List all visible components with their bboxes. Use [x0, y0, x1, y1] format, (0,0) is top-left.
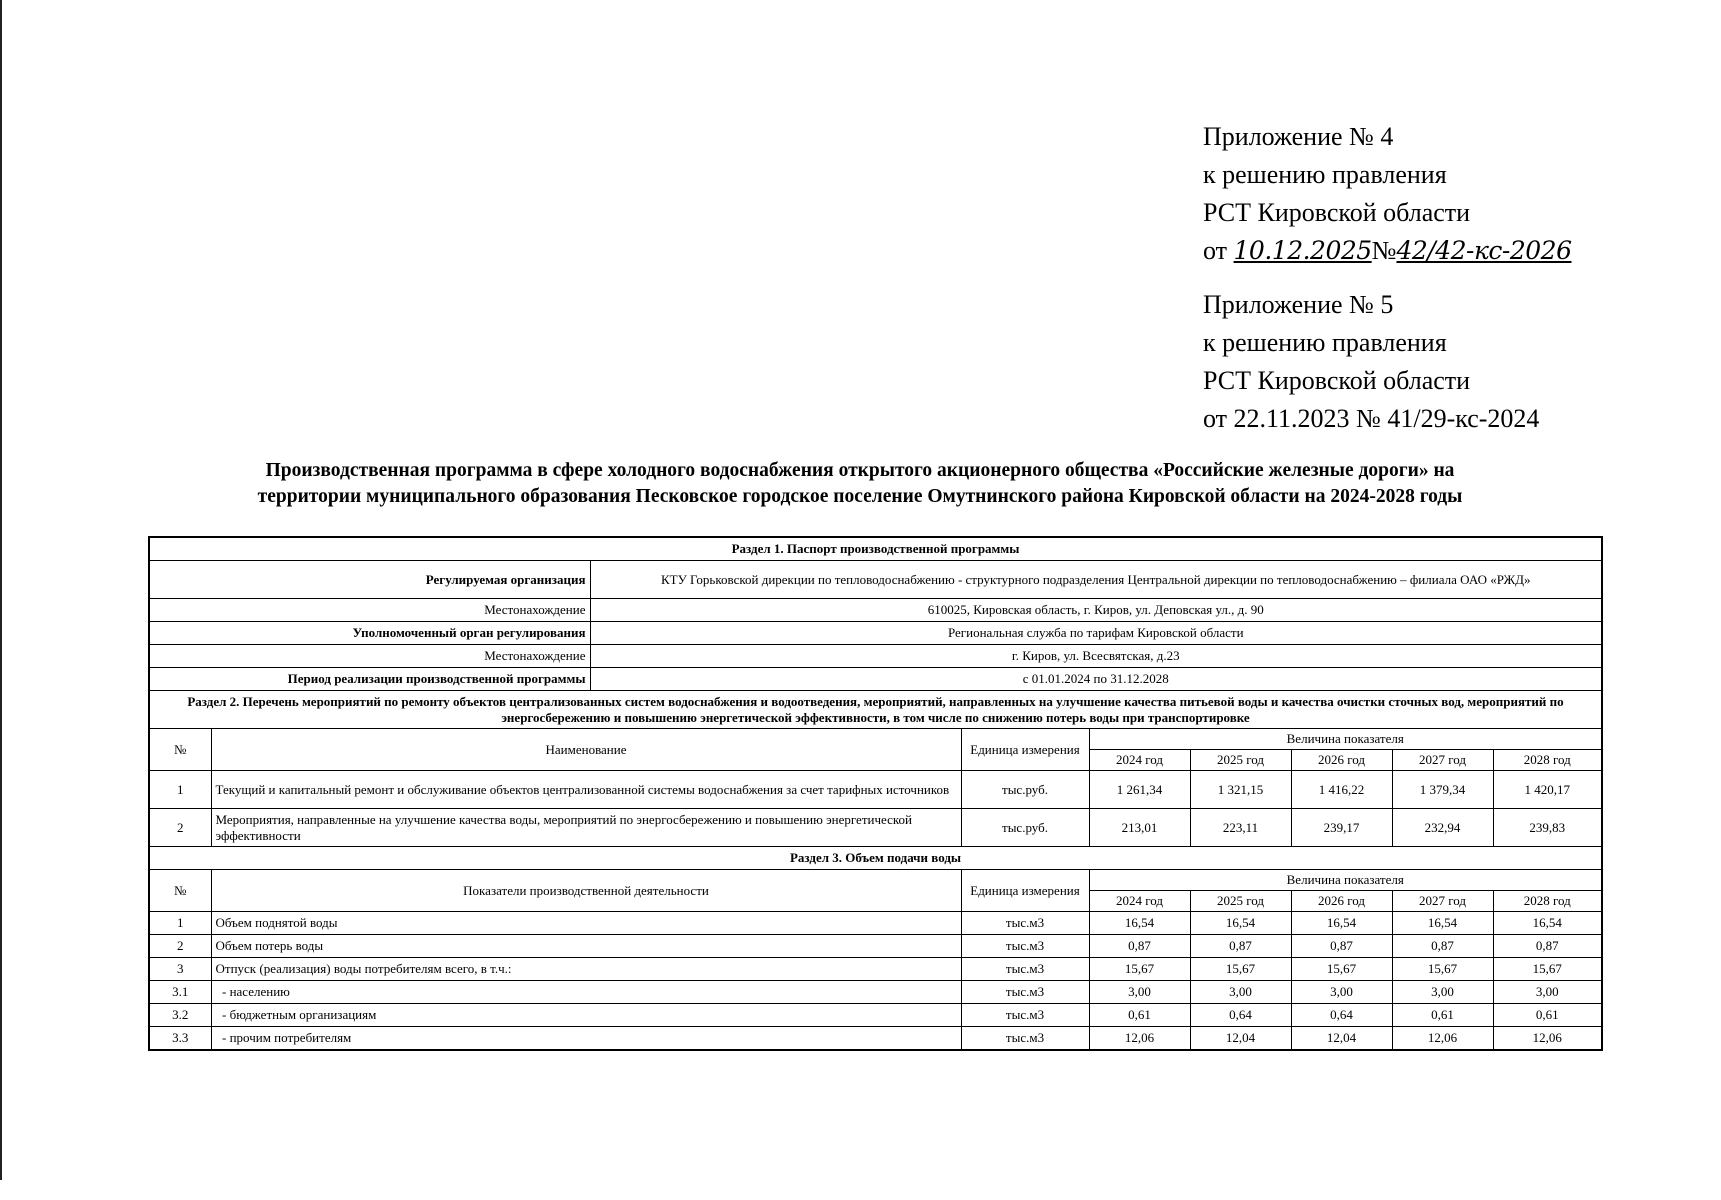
- row-value: 16,54: [1392, 912, 1493, 935]
- row-number: 3.2: [149, 1004, 211, 1027]
- row-number: 3.3: [149, 1027, 211, 1051]
- appendix-5-line3: РСТ Кировской области: [1203, 366, 1471, 395]
- passport-label: Регулируемая организация: [149, 561, 590, 599]
- row-value: 1 420,17: [1493, 771, 1602, 809]
- passport-label: Уполномоченный орган регулирования: [149, 622, 590, 645]
- row-unit: тыс.м3: [961, 1004, 1089, 1027]
- passport-label: Местонахождение: [149, 599, 590, 622]
- row-value: 3,00: [1089, 981, 1190, 1004]
- row-unit: тыс.м3: [961, 981, 1089, 1004]
- row-value: 0,87: [1392, 935, 1493, 958]
- document-title-line2: территории муниципального образования Песковское городское поселение Омутнинского района Кировской области на 2024-2028 годы: [257, 486, 1463, 507]
- row-number: 1: [149, 912, 211, 935]
- row-value: 0,87: [1291, 935, 1392, 958]
- appendix-5-block: [1203, 286, 1539, 438]
- appendix-5-line2: к решению правления: [1203, 328, 1447, 357]
- passport-row: [149, 622, 1602, 645]
- col-name-header: Показатели производственной деятельности: [211, 870, 961, 912]
- appendix-4-block: [1203, 118, 1571, 270]
- col-unit-header: Единица измерения: [961, 729, 1089, 771]
- col-value-header: Величина показателя: [1089, 729, 1602, 750]
- row-number: 3: [149, 958, 211, 981]
- row-value: 15,67: [1493, 958, 1602, 981]
- col-name-header: Наименование: [211, 729, 961, 771]
- row-value: 15,67: [1190, 958, 1291, 981]
- appendix-4-line4: [1203, 232, 1571, 270]
- passport-value: КТУ Горьковской дирекции по тепловодоснабжению - структурного подразделения Центральной дирекции по тепловодоснабжению – филиала ОАО «РЖД»: [590, 561, 1602, 599]
- col-number-header: №: [149, 870, 211, 912]
- row-value: 3,00: [1291, 981, 1392, 1004]
- date-prefix: от: [1203, 236, 1234, 265]
- row-value: 15,67: [1291, 958, 1392, 981]
- handwritten-number: 42/42-кс-2026: [1396, 236, 1572, 265]
- row-unit: тыс.руб.: [961, 809, 1089, 847]
- row-value: 1 379,34: [1392, 771, 1493, 809]
- year-header: 2028 год: [1493, 750, 1602, 771]
- row-value: 12,04: [1291, 1027, 1392, 1051]
- col-number-header: №: [149, 729, 211, 771]
- appendix-4-line1: Приложение № 4: [1203, 122, 1394, 151]
- row-number: 2: [149, 935, 211, 958]
- row-value: 0,64: [1190, 1004, 1291, 1027]
- row-name: Мероприятия, направленные на улучшение качества воды, мероприятий по энергосбережению и повышению энергетической эффективности: [211, 809, 961, 847]
- section2-header: Раздел 2. Перечень мероприятий по ремонту объектов централизованных систем водоснабжения и водоотведения, мероприятий, направленных на улучшение качества питьевой воды и качества очистки сточных вод, мероприятий по энергосбережению и повышению энергетической эффективности, в том числе по снижению потерь воды при транспортировке: [149, 691, 1602, 729]
- passport-label: Период реализации производственной программы: [149, 668, 590, 691]
- row-value: 12,04: [1190, 1027, 1291, 1051]
- row-value: 0,87: [1190, 935, 1291, 958]
- number-sign: №: [1371, 236, 1397, 265]
- row-value: 0,87: [1493, 935, 1602, 958]
- row-name: Отпуск (реализация) воды потребителям всего, в т.ч.:: [211, 958, 961, 981]
- row-name: - бюджетным организациям: [211, 1004, 961, 1027]
- row-value: 3,00: [1493, 981, 1602, 1004]
- row-number: 2: [149, 809, 211, 847]
- passport-row: [149, 645, 1602, 668]
- year-header: 2027 год: [1392, 750, 1493, 771]
- passport-row: [149, 561, 1602, 599]
- program-table: [148, 536, 1603, 1051]
- table-row: [149, 1027, 1602, 1051]
- row-value: 3,00: [1190, 981, 1291, 1004]
- row-value: 16,54: [1089, 912, 1190, 935]
- row-value: 1 261,34: [1089, 771, 1190, 809]
- row-value: 15,67: [1392, 958, 1493, 981]
- row-value: 1 416,22: [1291, 771, 1392, 809]
- row-name: - населению: [211, 981, 961, 1004]
- col-value-header: Величина показателя: [1089, 870, 1602, 891]
- row-number: 3.1: [149, 981, 211, 1004]
- passport-value: г. Киров, ул. Всесвятская, д.23: [590, 645, 1602, 668]
- year-header: 2026 год: [1291, 891, 1392, 912]
- table-row: [149, 771, 1602, 809]
- row-value: 16,54: [1493, 912, 1602, 935]
- year-header: 2026 год: [1291, 750, 1392, 771]
- year-header: 2027 год: [1392, 891, 1493, 912]
- row-unit: тыс.м3: [961, 912, 1089, 935]
- table-row: [149, 935, 1602, 958]
- document-title-line1: Производственная программа в сфере холодного водоснабжения открытого акционерного общества «Российские железные дороги» на: [265, 460, 1455, 481]
- row-name: Объем потерь воды: [211, 935, 961, 958]
- row-unit: тыс.м3: [961, 935, 1089, 958]
- section1-header: Раздел 1. Паспорт производственной программы: [149, 537, 1602, 561]
- passport-row: [149, 599, 1602, 622]
- row-value: 239,17: [1291, 809, 1392, 847]
- row-value: 0,87: [1089, 935, 1190, 958]
- row-value: 12,06: [1493, 1027, 1602, 1051]
- appendix-5-line1: Приложение № 5: [1203, 290, 1394, 319]
- row-value: 12,06: [1392, 1027, 1493, 1051]
- appendix-5-line4: от 22.11.2023 № 41/29-кс-2024: [1203, 404, 1540, 433]
- row-value: 0,64: [1291, 1004, 1392, 1027]
- row-unit: тыс.руб.: [961, 771, 1089, 809]
- appendix-4-line2: к решению правления: [1203, 160, 1447, 189]
- table-row: [149, 912, 1602, 935]
- appendix-4-line3: РСТ Кировской области: [1203, 198, 1471, 227]
- scan-edge: [0, 0, 2, 1180]
- year-header: 2025 год: [1190, 891, 1291, 912]
- passport-row: [149, 668, 1602, 691]
- row-value: 12,06: [1089, 1027, 1190, 1051]
- passport-value: 610025, Кировская область, г. Киров, ул. Деповская ул., д. 90: [590, 599, 1602, 622]
- row-name: Текущий и капитальный ремонт и обслуживание объектов централизованной системы водоснабжения за счет тарифных источников: [211, 771, 961, 809]
- year-header: 2024 год: [1089, 891, 1190, 912]
- table-row: [149, 981, 1602, 1004]
- row-number: 1: [149, 771, 211, 809]
- col-unit-header: Единица измерения: [961, 870, 1089, 912]
- row-value: 3,00: [1392, 981, 1493, 1004]
- row-value: 213,01: [1089, 809, 1190, 847]
- passport-value: Региональная служба по тарифам Кировской области: [590, 622, 1602, 645]
- row-value: 15,67: [1089, 958, 1190, 981]
- year-header: 2028 год: [1493, 891, 1602, 912]
- section3-header: Раздел 3. Объем подачи воды: [149, 847, 1602, 870]
- row-value: 16,54: [1190, 912, 1291, 935]
- row-value: 223,11: [1190, 809, 1291, 847]
- year-header: 2024 год: [1089, 750, 1190, 771]
- row-unit: тыс.м3: [961, 958, 1089, 981]
- row-value: 0,61: [1493, 1004, 1602, 1027]
- table-row: [149, 958, 1602, 981]
- row-name: Объем поднятой воды: [211, 912, 961, 935]
- row-unit: тыс.м3: [961, 1027, 1089, 1051]
- row-value: 16,54: [1291, 912, 1392, 935]
- row-value: 232,94: [1392, 809, 1493, 847]
- passport-label: Местонахождение: [149, 645, 590, 668]
- table-row: [149, 1004, 1602, 1027]
- row-value: 0,61: [1392, 1004, 1493, 1027]
- document-title: [130, 458, 1590, 510]
- row-value: 0,61: [1089, 1004, 1190, 1027]
- table-row: [149, 809, 1602, 847]
- handwritten-date: 10.12.2025: [1233, 236, 1372, 265]
- row-value: 239,83: [1493, 809, 1602, 847]
- passport-value: с 01.01.2024 по 31.12.2028: [590, 668, 1602, 691]
- row-name: - прочим потребителям: [211, 1027, 961, 1051]
- year-header: 2025 год: [1190, 750, 1291, 771]
- row-value: 1 321,15: [1190, 771, 1291, 809]
